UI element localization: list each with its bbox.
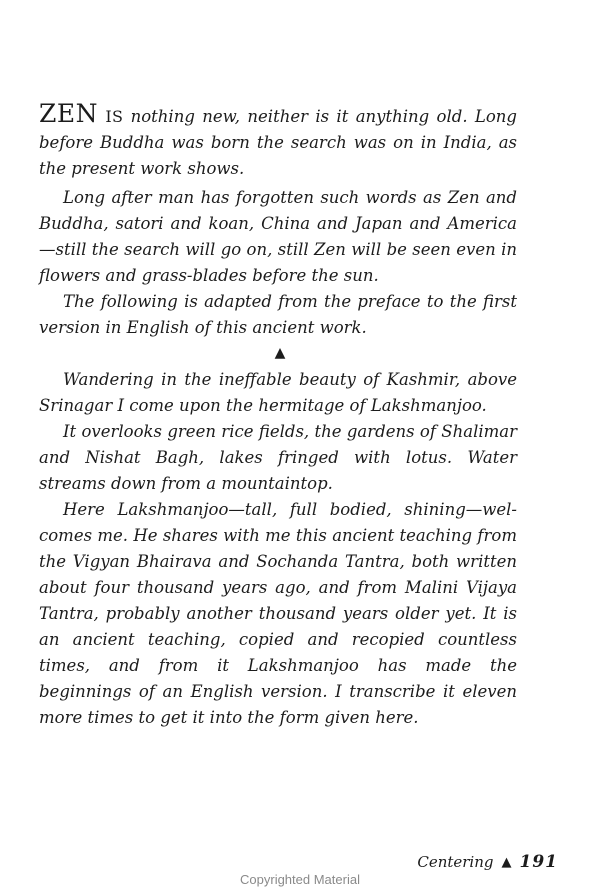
paragraph: The following is adapted from the preface to the first version in English of this ancient work. [39, 292, 517, 337]
section-separator-triangle: ▲ [274, 345, 286, 361]
opening-word: ZEN [39, 99, 98, 128]
opening-caps: IS [105, 107, 124, 126]
page-footer [417, 850, 558, 874]
folio-triangle-icon: ▲ [501, 854, 512, 870]
paragraph: It overlooks green rice fields, the gardens of Shalimar and Nishat Bagh, lakes fringed with lotus. Water streams down from a mountaintop. [39, 422, 517, 493]
paragraph: Wandering in the ineffable beauty of Kashmir, above Srinagar I come upon the hermitage of Lakshmanjoo. [39, 370, 517, 415]
opening-text: nothing new, neither is it anything old. Long before Buddha was born the search was on in India, as the present work shows. [39, 107, 517, 178]
page-number: 191 [519, 852, 558, 872]
paragraph: Long after man has forgotten such words as Zen and Buddha, satori and koan, China and Japan and America —still the search will go on, still Zen will be seen even in flowers and grass-blades before the sun. [39, 188, 517, 285]
opening-paragraph [39, 101, 517, 182]
paragraph: Here Lakshmanjoo—tall, full bodied, shining—wel-comes me. He shares with me this ancient teaching from the Vigyan Bhairava and Sochanda Tantra, both written about four thousand years ago, and from Malini Vijaya Tantra, probably another thousand years older yet. It is an ancient teaching, copied and recopied countless times, and from it Lakshmanjoo has made the beginnings of an English version. I transcribe it eleven more times to get it into the form given here. [39, 500, 517, 727]
running-head: Centering [417, 853, 494, 871]
copyright-watermark: Copyrighted Material [240, 872, 360, 887]
